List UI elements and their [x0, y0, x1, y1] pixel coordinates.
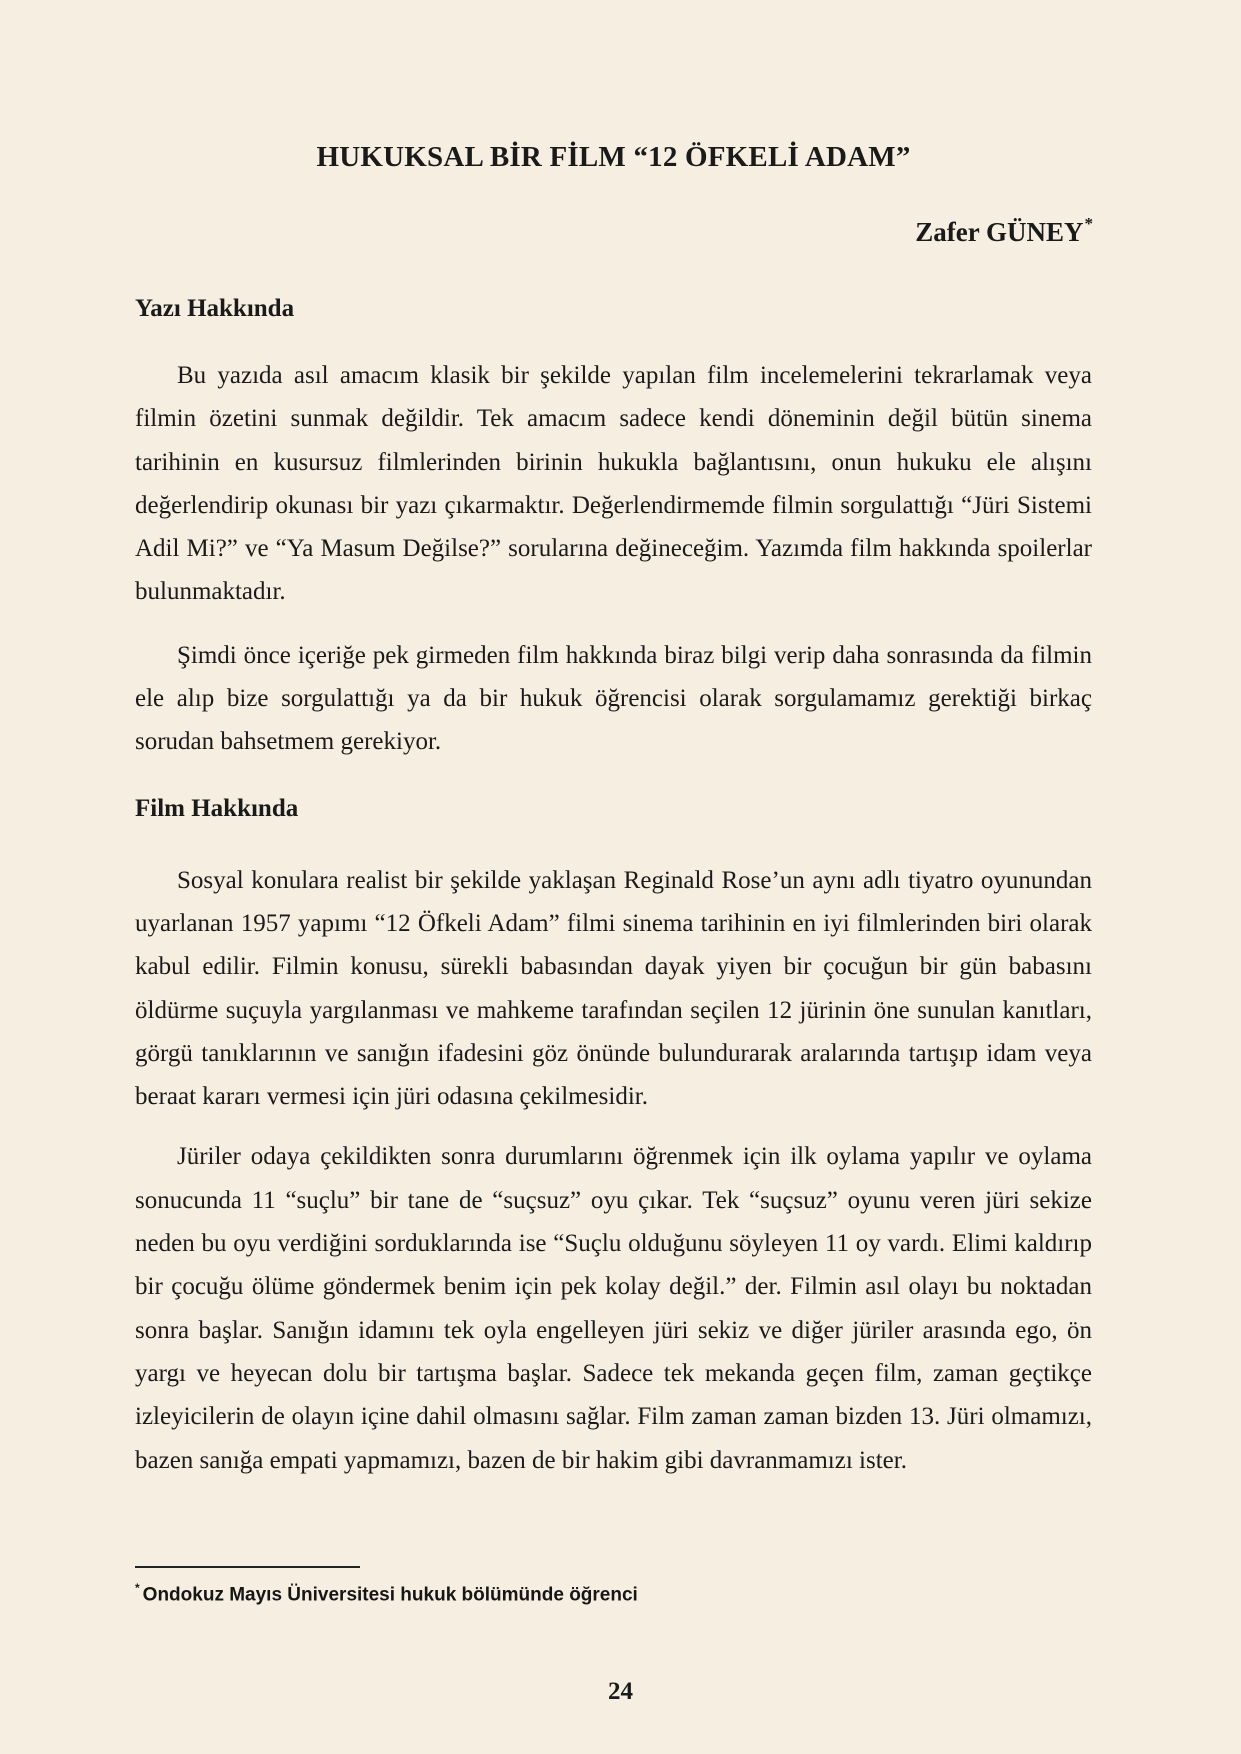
footnote-mark: * — [135, 1581, 140, 1595]
footnote-divider — [135, 1566, 360, 1568]
section-heading-film-hakkinda: Film Hakkında — [135, 794, 299, 822]
paragraph: Şimdi önce içeriğe pek girmeden film hakkında biraz bilgi verip daha sonrasında da filmin ele alıp bize sorgulattığı ya da bir hukuk öğrencisi olarak sorgulamamız gerektiği birkaç sorudan bahsetmem gerekiyor. — [135, 641, 1092, 756]
author-line — [135, 210, 1092, 248]
article-title: HUKUKSAL BİR FİLM “12 ÖFKELİ ADAM” — [316, 141, 911, 173]
paragraph: Jüriler odaya çekildikten sonra durumlarını öğrenmek için ilk oylama yapılır ve oylama sonucunda 11 “suçlu” bir tane de “suçsuz” oyu çıkar. Tek “suçsuz” oyunu veren jüri sekize neden bu oyu verdiğini sorduklarında ise “Suçlu olduğunu söyleyen 11 oy vardı. Elimi kaldırıp bir çocuğu ölüme göndermek benim için pek kolay değil.” der. Filmin asıl olayı bu noktadan sonra başlar. Sanığın idamını tek oyla engelleyen jüri sekiz ve diğer jüriler arasında ego, ön yargı ve heyecan dolu bir tartışma başlar. Sadece tek mekanda geçen film, zaman geçtikçe izleyicilerin de olayın içine dahil olmasını sağlar. Film zaman zaman bizden 13. Jüri olmamızı, bazen sanığa empati yapmamızı, bazen de bir hakim gibi davranmamızı ister. — [135, 1143, 1092, 1474]
author-footnote-mark: * — [1084, 214, 1093, 233]
author-name: Zafer GÜNEY — [915, 217, 1084, 247]
footnote — [135, 1566, 638, 1607]
footnote-content: Ondokuz Mayıs Üniversitesi hukuk bölümünde öğrenci — [142, 1584, 638, 1606]
paragraph: Sosyal konulara realist bir şekilde yaklaşan Reginald Rose’un aynı adlı tiyatro oyunundan uyarlanan 1957 yapımı “12 Öfkeli Adam” filmi sinema tarihinin en iyi filmlerinden biri olarak kabul edilir. Filmin konusu, sürekli babasından dayak yiyen bir çocuğun bir gün babasını öldürme suçuyla yargılanması ve mahkeme tarafından seçilen 12 jürinin öne sunulan kanıtları, görgü tanıklarının ve sanığın ifadesini göz önünde bulundurarak aralarında tartışıp idam veya beraat kararı vermesi için jüri odasına çekilmesidir. — [135, 866, 1092, 1111]
paragraph: Bu yazıda asıl amacım klasik bir şekilde yapılan film incelemelerini tekrarlamak veya filmin özetini sunmak değildir. Tek amacım sadece kendi döneminin değil bütün sinema tarihinin en kusursuz filmlerinden birinin hukukla bağlantısını, onun hukuku ele alışını değerlendirip okunası bir yazı çıkarmaktır. Değerlendirmemde filmin sorgulattığı “Jüri Sistemi Adil Mi?” ve “Ya Masum Değilse?” sorularına değineceğim. Yazımda film hakkında spoilerlar bulunmaktadır. — [135, 362, 1092, 606]
section-heading-yazi-hakkinda: Yazı Hakkında — [135, 295, 295, 322]
page-number: 24 — [608, 1678, 633, 1705]
footnote-text — [135, 1577, 638, 1607]
